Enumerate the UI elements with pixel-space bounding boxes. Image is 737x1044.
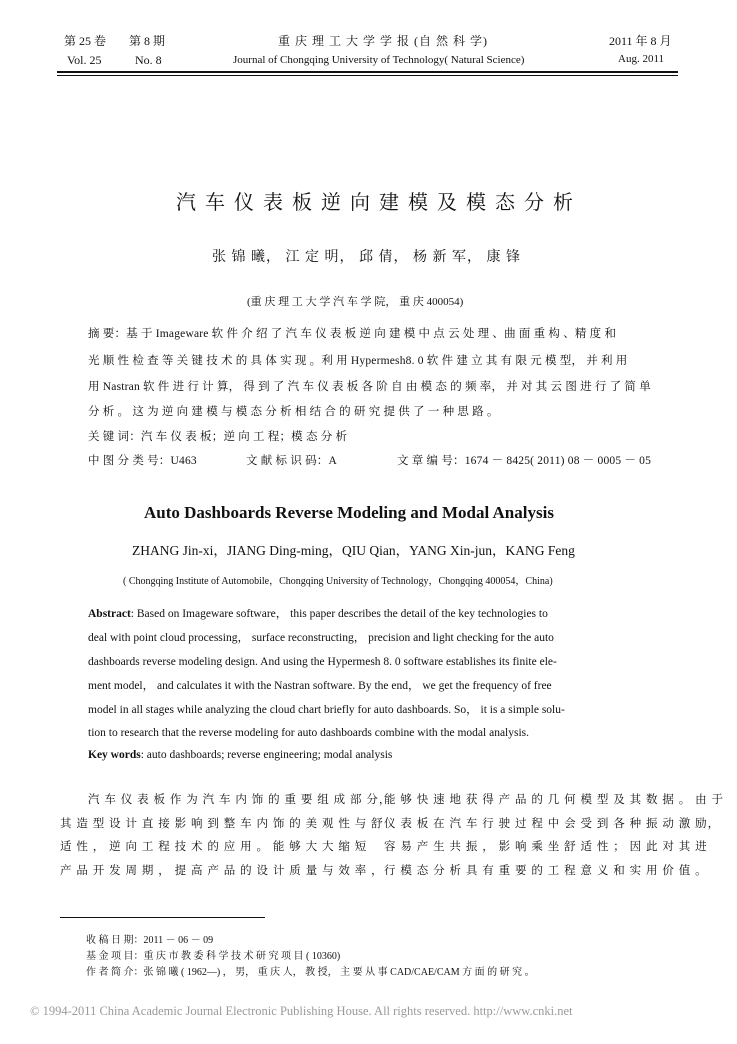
title-en: Auto Dashboards Reverse Modeling and Modal Analysis xyxy=(144,503,554,522)
abstract-en-label: Abstract xyxy=(88,608,131,620)
header-volume: Vol. 25 xyxy=(67,53,102,67)
footnote-fund: 基 金 项 目：重 庆 市 教 委 科 学 技 术 研 究 项 目 ( 10360) xyxy=(86,951,341,962)
clc-number: 中 图 分 类 号：U463 xyxy=(88,455,197,467)
abstract-en-line-2: deal with point cloud processing， surface reconstructing， precision and light checking for the auto xyxy=(88,632,554,644)
authors-cn: 张 锦 曦， 江 定 明， 邱 倩， 杨 新 军， 康 锋 xyxy=(212,250,521,265)
header-journal-cn: 重 庆 理 工 大 学 学 报 (自 然 科 学) xyxy=(278,34,488,48)
footnote-author: 作 者 简 介：张 锦 曦 ( 1962—) ， 男， 重 庆 人， 教 授， 主 要 从 事 CAD/CAE/CAM 方 面 的 研 究 。 xyxy=(86,967,535,978)
header-issue: No. 8 xyxy=(135,53,162,67)
abstract-cn-line-3: 用 Nastran 软 件 进 行 计 算， 得 到 了 汽 车 仪 表 板 各 阶 自 由 模 态 的 频 率， 并 对 其 云 图 进 行 了 简 单 xyxy=(88,381,651,393)
abstract-en-line-1 xyxy=(88,603,548,627)
keywords-en-line xyxy=(88,744,392,768)
abstract-en-line-6: tion to research that the reverse modeling for auto dashboards combine with the modal analysis. xyxy=(88,727,530,739)
body-left-line-2: 其 造 型 设 计 直 接 影 响 到 整 车 内 饰 的 美 观 性 与 舒 xyxy=(60,818,384,830)
body-right-line-4: 行 模 态 分 析 具 有 重 要 的 工 程 意 义 和 实 用 价 值 。 xyxy=(384,865,708,877)
abstract-cn-line-2: 光 顺 性 检 查 等 关 键 技 术 的 具 体 实 现 。利 用 Hypermesh8. 0 软 件 建 立 其 有 限 元 模 型， 并 利 用 xyxy=(88,355,628,367)
body-right-line-3: 容 易 产 生 共 振 ， 影 响 乘 坐 舒 适 性 ； 因 此 对 其 进 xyxy=(384,841,708,853)
authors-en: ZHANG Jin-xi，JIANG Ding-ming，QIU Qian，YANG Xin-jun，KANG Feng xyxy=(132,543,575,558)
abstract-en-line-4: ment model， and calculates it with the Nastran software. By the end， we get the frequency of free xyxy=(88,680,552,692)
affiliation-cn: (重 庆 理 工 大 学 汽 车 学 院， 重 庆 400054) xyxy=(247,296,464,308)
document-code: 文 献 标 识 码：A xyxy=(246,455,338,467)
affiliation-en: ( Chongqing Institute of Automobile，Chongqing University of Technology，Chongqing 400054，China) xyxy=(123,576,553,587)
body-left-line-1: 汽 车 仪 表 板 作 为 汽 车 内 饰 的 重 要 组 成 部 分， xyxy=(88,794,392,806)
header-date: Aug. 2011 xyxy=(618,53,665,65)
body-left-line-3: 适 性 ， 逆 向 工 程 技 术 的 应 用 。 能 够 大 大 缩 短 xyxy=(60,841,368,853)
footnote-rule xyxy=(60,917,265,918)
copyright-notice: © 1994-2011 China Academic Journal Electronic Publishing House. All rights reserved. http://www.cnki.net xyxy=(30,1004,573,1018)
header-rule-thick xyxy=(57,71,678,73)
abstract-en-line-5: model in all stages while analyzing the cloud chart briefly for auto dashboards. So， it is a simple solu- xyxy=(88,704,565,716)
header-rule-thin xyxy=(57,75,678,76)
abstract-en-text-1: : Based on Imageware software， this paper describes the detail of the key technologies to xyxy=(130,608,548,620)
footnote-received: 收 稿 日 期：2011 － 06 － 09 xyxy=(86,935,214,946)
keywords-en-label: Key words xyxy=(88,749,141,761)
header-journal: Journal of Chongqing University of Technology( Natural Science) xyxy=(233,54,525,66)
header-volume-cn: 第 25 卷 xyxy=(64,34,107,48)
abstract-cn-line-1: 摘 要：基 于 Imageware 软 件 介 绍 了 汽 车 仪 表 板 逆 向 建 模 中 点 云 处 理 、曲 面 重 构 、精 度 和 xyxy=(88,328,617,340)
keywords-cn: 关 键 词：汽 车 仪 表 板；逆 向 工 程；模 态 分 析 xyxy=(88,431,348,443)
body-right-line-2: 仪 表 板 在 汽 车 行 驶 过 程 中 会 受 到 各 种 振 动 激 励， xyxy=(384,818,721,830)
abstract-en-line-3: dashboards reverse modeling design. And using the Hypermesh 8. 0 software establishes its finite ele- xyxy=(88,656,557,668)
header-issue-cn: 第 8 期 xyxy=(129,34,166,48)
body-left-line-4: 产 品 开 发 周 期 ， 提 高 产 品 的 设 计 质 量 与 效 率 ， xyxy=(60,865,384,877)
abstract-cn-line-4: 分 析 。 这 为 逆 向 建 模 与 模 态 分 析 相 结 合 的 研 究 提 供 了 一 种 思 路 。 xyxy=(88,406,499,418)
keywords-en: : auto dashboards; reverse engineering; modal analysis xyxy=(140,749,393,761)
body-right-line-1: 能 够 快 速 地 获 得 产 品 的 几 何 模 型 及 其 数 据 。 由 于 xyxy=(384,794,724,806)
header-date-cn: 2011 年 8 月 xyxy=(609,34,672,48)
title-cn: 汽 车 仪 表 板 逆 向 建 模 及 模 态 分 析 xyxy=(176,192,575,214)
article-number: 文 章 编 号：1674 － 8425( 2011) 08 － 0005 － 05 xyxy=(397,455,652,467)
